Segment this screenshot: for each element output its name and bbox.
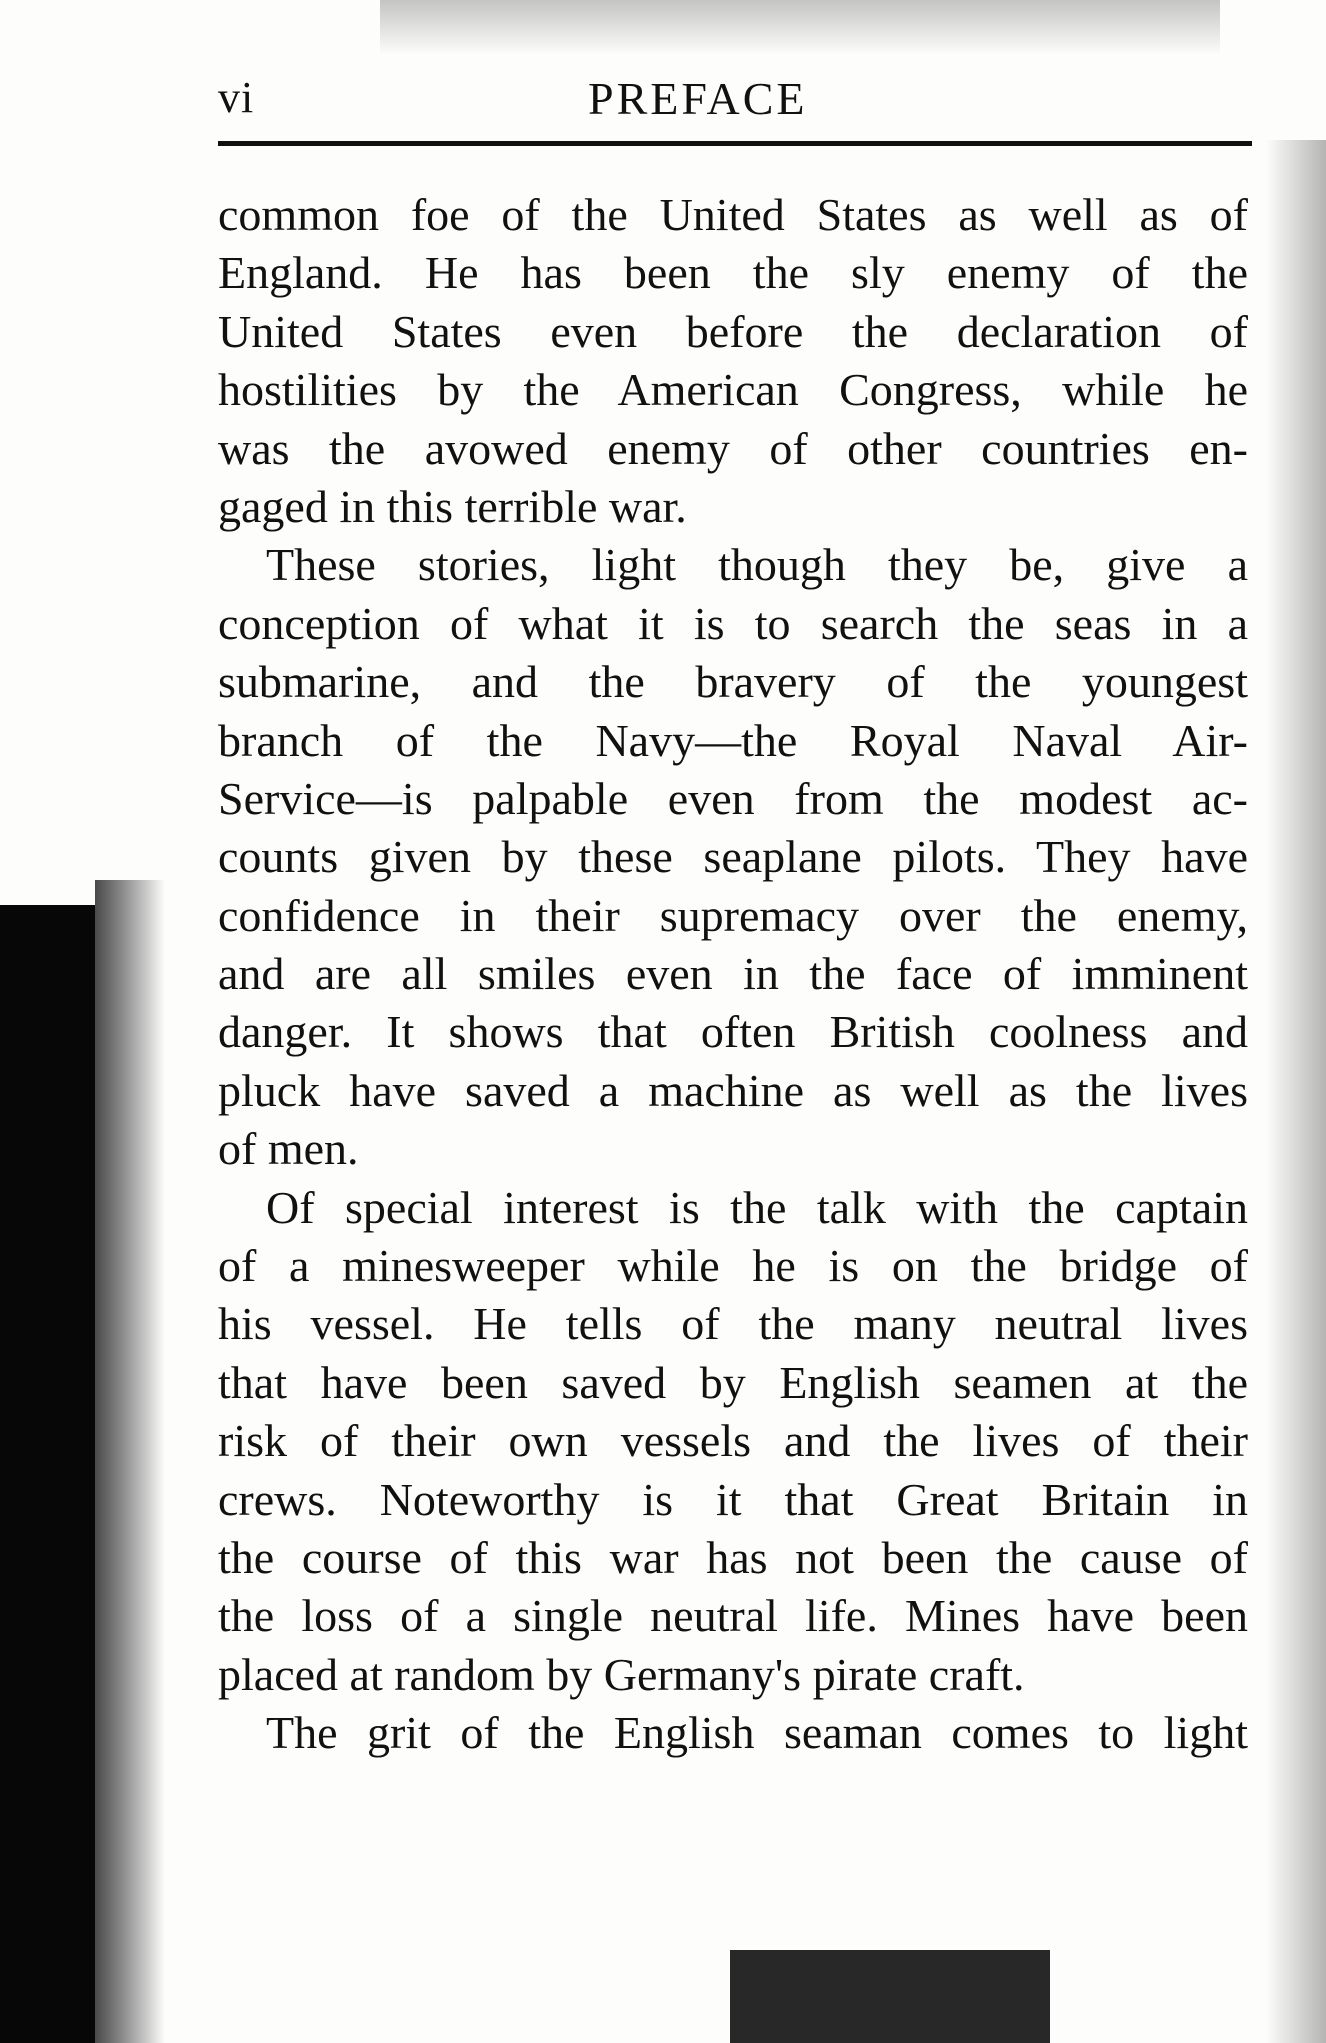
text-line: branch of the Navy—the Royal Naval Air-: [218, 714, 1248, 766]
text-line: placed at random by Germany's pirate craft.: [218, 1648, 1025, 1700]
text-line: The grit of the English seaman comes to light: [266, 1707, 1248, 1759]
text-line: Of special interest is the talk with the captain: [266, 1181, 1248, 1233]
running-head: [218, 72, 1252, 136]
binding-shadow: [0, 905, 95, 2043]
scan-smudge-bottom: [730, 1950, 1050, 2043]
text-line: These stories, light though they be, give a: [266, 539, 1248, 591]
text-line: of a minesweeper while he is on the bridge of: [218, 1240, 1248, 1292]
text-line: pluck have saved a machine as well as the lives: [218, 1064, 1248, 1116]
text-line: counts given by these seaplane pilots. They have: [218, 831, 1248, 883]
page-number: vi: [218, 73, 255, 122]
text-line: the loss of a single neutral life. Mines have been: [218, 1590, 1248, 1642]
binding-edge: [95, 880, 165, 2043]
text-line: Service—is palpable even from the modest ac-: [218, 772, 1248, 824]
text-line: risk of their own vessels and the lives of their: [218, 1415, 1248, 1467]
text-line: that have been saved by English seamen at the: [218, 1356, 1248, 1408]
body-text: [218, 186, 1248, 1763]
running-title: PREFACE: [588, 73, 808, 124]
text-line: of men.: [218, 1123, 359, 1175]
text-line: submarine, and the bravery of the youngest: [218, 656, 1248, 708]
text-line: the course of this war has not been the cause of: [218, 1531, 1248, 1583]
scan-shadow-right: [1266, 140, 1326, 2043]
text-line: confidence in their supremacy over the enemy,: [218, 889, 1248, 941]
text-line: his vessel. He tells of the many neutral lives: [218, 1298, 1248, 1350]
header-rule: [218, 141, 1252, 146]
text-line: United States even before the declaration of: [218, 305, 1248, 357]
text-line: common foe of the United States as well as of: [218, 189, 1248, 240]
text-line: England. He has been the sly enemy of the: [218, 247, 1248, 299]
text-line: was the avowed enemy of other countries en-: [218, 422, 1248, 474]
text-line: crews. Noteworthy is it that Great Britain in: [218, 1473, 1248, 1525]
scan-noise-top: [380, 0, 1220, 55]
text-line: hostilities by the American Congress, while he: [218, 364, 1248, 416]
text-line: and are all smiles even in the face of imminent: [218, 948, 1248, 1000]
text-line: gaged in this terrible war.: [218, 480, 687, 532]
text-line: conception of what it is to search the seas in a: [218, 597, 1248, 649]
text-line: danger. It shows that often British coolness and: [218, 1006, 1248, 1058]
